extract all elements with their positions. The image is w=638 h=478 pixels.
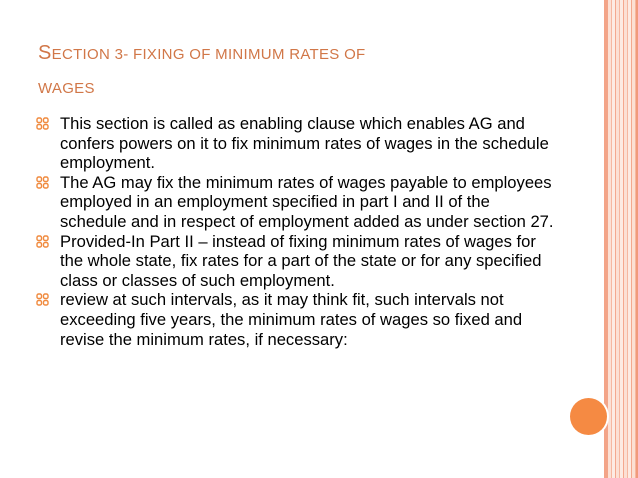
- bullet-text: Provided-In Part II – instead of fixing minimum rates of wages for the whole state, fix rates for a part of the state or for any specified class or classes of such employment.: [60, 231, 542, 290]
- square-loop-bullet-icon: [36, 293, 49, 306]
- square-loop-bullet-icon: [36, 117, 49, 130]
- decorative-stripe-panel: [608, 0, 638, 478]
- square-loop-bullet-icon: [36, 176, 49, 189]
- bullet-text: This section is called as enabling clause which enables AG and confers powers on it to fix minimum rates of wages in the schedule employment.: [60, 114, 549, 173]
- square-loop-bullet-icon: [36, 235, 49, 248]
- slide-title-line-1: [38, 36, 558, 72]
- bullet-item: [36, 173, 558, 232]
- decorative-orange-circle: [570, 398, 607, 435]
- slide-title: [38, 36, 558, 106]
- bullet-item: [36, 290, 558, 349]
- slide-title-line-2: WAGES: [38, 80, 95, 97]
- bullet-item: [36, 232, 558, 291]
- bullet-list: [36, 114, 558, 349]
- title-line-1-rest: ECTION 3- FIXING OF MINIMUM RATES OF: [51, 46, 366, 63]
- bullet-text: review at such intervals, as it may think fit, such intervals not exceeding five years, the minimum rates of wages so fixed and revise the minimum rates, if necessary:: [60, 290, 523, 349]
- bullet-item: [36, 114, 558, 173]
- bullet-text: The AG may fix the minimum rates of wages payable to employees employed in an employment specified in part I and II of the schedule and in respect of employment added as under section 27.: [60, 172, 554, 231]
- title-initial: S: [38, 42, 52, 64]
